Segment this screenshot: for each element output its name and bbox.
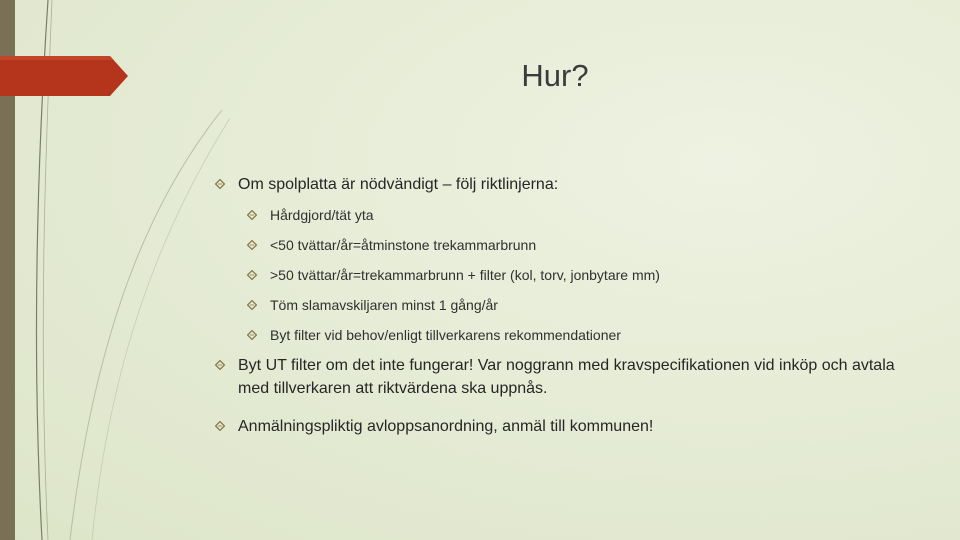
slide-title: Hur? [521, 58, 589, 93]
diamond-outline-icon [215, 421, 225, 431]
sub-bullet-text: Töm slamavskiljaren minst 1 gång/år [270, 297, 498, 313]
bullet-item [215, 173, 915, 196]
bullet-text: Anmälningspliktig avloppsanordning, anmäl till kommunen! [238, 418, 654, 435]
sub-bullet-text: Byt filter vid behov/enligt tillverkarens rekommendationer [270, 327, 621, 343]
bullet-item [215, 415, 915, 438]
sub-bullet-text: <50 tvättar/år=åtminstone trekammarbrunn [270, 237, 537, 253]
diamond-outline-icon [247, 240, 257, 250]
sub-bullet-text: Hårdgjord/tät yta [270, 207, 374, 223]
bullet-text: Om spolplatta är nödvändigt – följ riktlinjerna: [238, 176, 559, 193]
sub-bullet-item [215, 264, 915, 287]
bullet-list [215, 173, 915, 438]
sub-bullet-text: >50 tvättar/år=trekammarbrunn + filter (kol, torv, jonbytare mm) [270, 267, 660, 283]
bullet-item [215, 354, 915, 400]
sub-bullet-item [215, 294, 915, 317]
diamond-outline-icon [215, 360, 225, 370]
diamond-outline-icon [247, 270, 257, 280]
diamond-outline-icon [247, 300, 257, 310]
bullet-text: Byt UT filter om det inte fungerar! Var noggrann med kravspecifikationen vid inköp och avtala med tillverkaren att riktvärdena ska uppnås. [238, 357, 895, 397]
diamond-outline-icon [215, 179, 225, 189]
sub-bullet-item [215, 324, 915, 347]
diamond-outline-icon [247, 330, 257, 340]
title-accent-arrow [0, 56, 128, 96]
sub-bullet-item [215, 234, 915, 257]
diamond-outline-icon [247, 210, 257, 220]
sub-bullet-item [215, 204, 915, 227]
